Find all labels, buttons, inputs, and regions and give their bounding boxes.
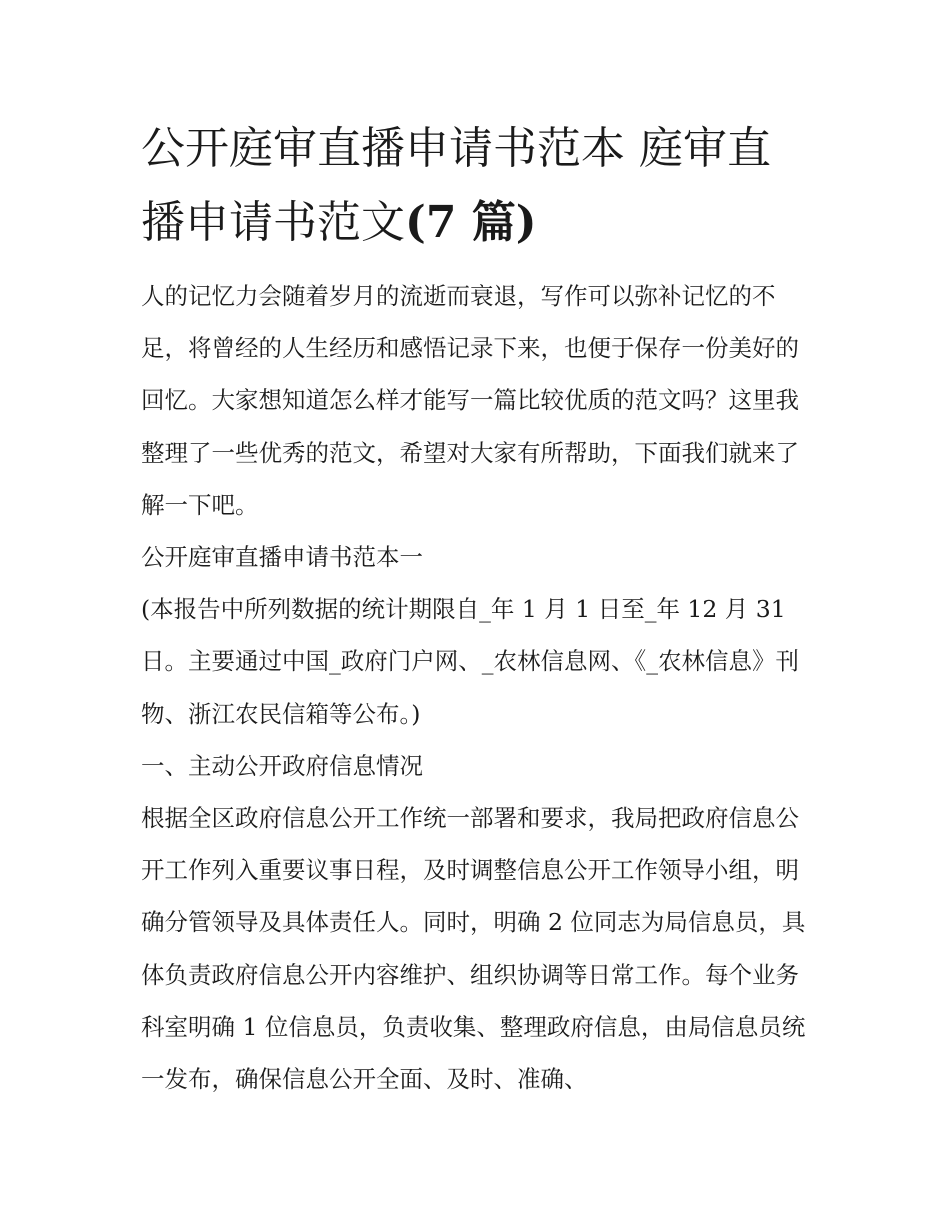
section-heading-proactive-disclosure: 一、主动公开政府信息情况	[141, 751, 423, 780]
document-title	[141, 112, 811, 260]
intro-paragraph: 人的记忆力会随着岁月的流逝而衰退，写作可以弥补记忆的不足，将曾经的人生经历和感悟记录下来，也便于保存一份美好的回忆。大家想知道怎么样才能写一篇比较优质的范文吗？这里我整理了一些优秀的范文，希望对大家有所帮助，下面我们就来了解一下吧。	[141, 282, 799, 519]
report-note-paragraph: (本报告中所列数据的统计期限自_年 1 月 1 日至_年 12 月 31 日。主要通过中国_政府门户网、_农林信息网、《_农林信息》刊物、浙江农民信箱等公布。)	[141, 595, 799, 728]
section-heading-sample-one: 公开庭审直播申请书范本一	[141, 543, 423, 572]
document-title-count: (7 篇)	[405, 197, 537, 248]
document-title-main: 公开庭审直播申请书范本 庭审直播申请书范文	[141, 123, 771, 248]
document-body	[141, 112, 811, 1105]
body-paragraph: 根据全区政府信息公开工作统一部署和要求，我局把政府信息公开工作列入重要议事日程，及时调整信息公开工作领导小组，明确分管领导及具体责任人。同时，明确 2 位同志为局信息员，具体负责政府信息公开内容维护、组织协调等日常工作。每个业务科室明确 1 位信息员，负责收集、整理政府信息，由局信息员统一发布，确保信息公开全面、及时、准确、	[141, 804, 806, 1094]
